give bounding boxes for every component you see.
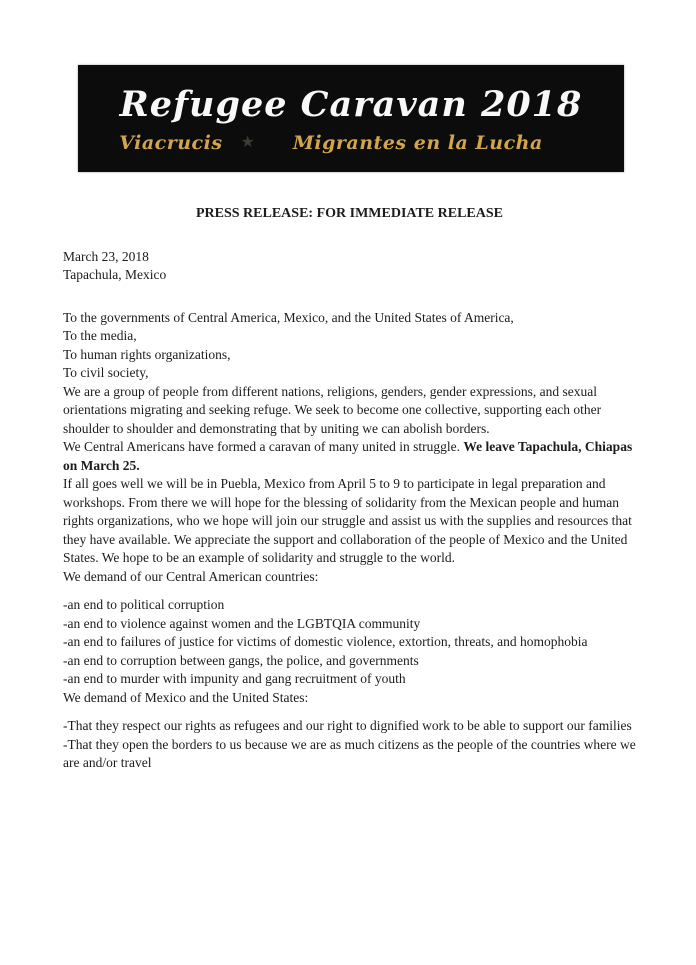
demands-central-america-list <box>63 596 636 689</box>
demand-item: -That they respect our rights as refugees and our right to dignified work to be able to support our families <box>63 718 632 733</box>
paragraph-caravan <box>63 438 636 475</box>
dateline <box>63 248 636 285</box>
document-page <box>0 65 696 773</box>
press-release-heading: PRESS RELEASE: FOR IMMEDIATE RELEASE <box>195 206 504 221</box>
banner-subtitle-migrantes: Migrantes en la Lucha <box>292 131 543 154</box>
demand-item: -an end to failures of justice for victims of domestic violence, extortion, threats, and homophobia <box>63 634 588 649</box>
banner <box>78 65 624 172</box>
demand-item: -an end to corruption between gangs, the police, and governments <box>63 652 419 668</box>
demand-item: -an end to murder with impunity and gang recruitment of youth <box>63 671 406 686</box>
date-line: March 23, 2018 <box>63 248 149 264</box>
recipient-line: To the governments of Central America, Mexico, and the United States of America, <box>63 309 514 325</box>
paragraph-caravan-bold: We leave Tapachula, Chiapas on March 25. <box>63 439 633 473</box>
star-icon: ★ <box>240 134 255 151</box>
banner-title: Refugee Caravan 2018 <box>119 83 583 125</box>
demands-mexico-us-list <box>63 717 636 773</box>
location-line: Tapachula, Mexico <box>63 267 167 282</box>
paragraph-caravan-text: We Central Americans have formed a caravan of many united in struggle. <box>63 439 464 454</box>
paragraph-intro: We are a group of people from different nations, religions, genders, gender expressions, and sexual orientations migrating and seeking refuge. We seek to become one collective, supporting each other shoulder to shoulder and demonstrating that by uniting we can abolish borders. <box>63 383 602 436</box>
press-release-body <box>63 205 636 773</box>
demands-central-america-heading: We demand of our Central American countries: <box>63 568 319 584</box>
demand-item: -an end to political corruption <box>63 597 225 612</box>
banner-subtitle-viacrucis: Viacrucis <box>119 131 223 154</box>
recipients <box>63 309 636 383</box>
demands-mexico-us-heading: We demand of Mexico and the United States: <box>63 689 309 705</box>
recipient-line: To civil society, <box>63 365 149 380</box>
demand-item: -That they open the borders to us because we are as much citizens as the people of the countries where we are and/or travel <box>63 736 636 770</box>
demand-item: -an end to violence against women and the LGBTQIA community <box>63 615 421 631</box>
paragraph-route: If all goes well we will be in Puebla, Mexico from April 5 to 9 to participate in legal preparation and workshops. From there we will hope for the blessing of solidarity from the Mexican people and human rights organizations, who we hope will join our struggle and assist us with the supplies and resources that they have available. We appreciate the support and collaboration of the people of Mexico and the United States. We hope to be an example of solidarity and struggle to the world. <box>63 476 632 565</box>
banner-subtitle <box>119 131 543 154</box>
recipient-line: To human rights organizations, <box>63 346 231 362</box>
recipient-line: To the media, <box>63 328 137 343</box>
